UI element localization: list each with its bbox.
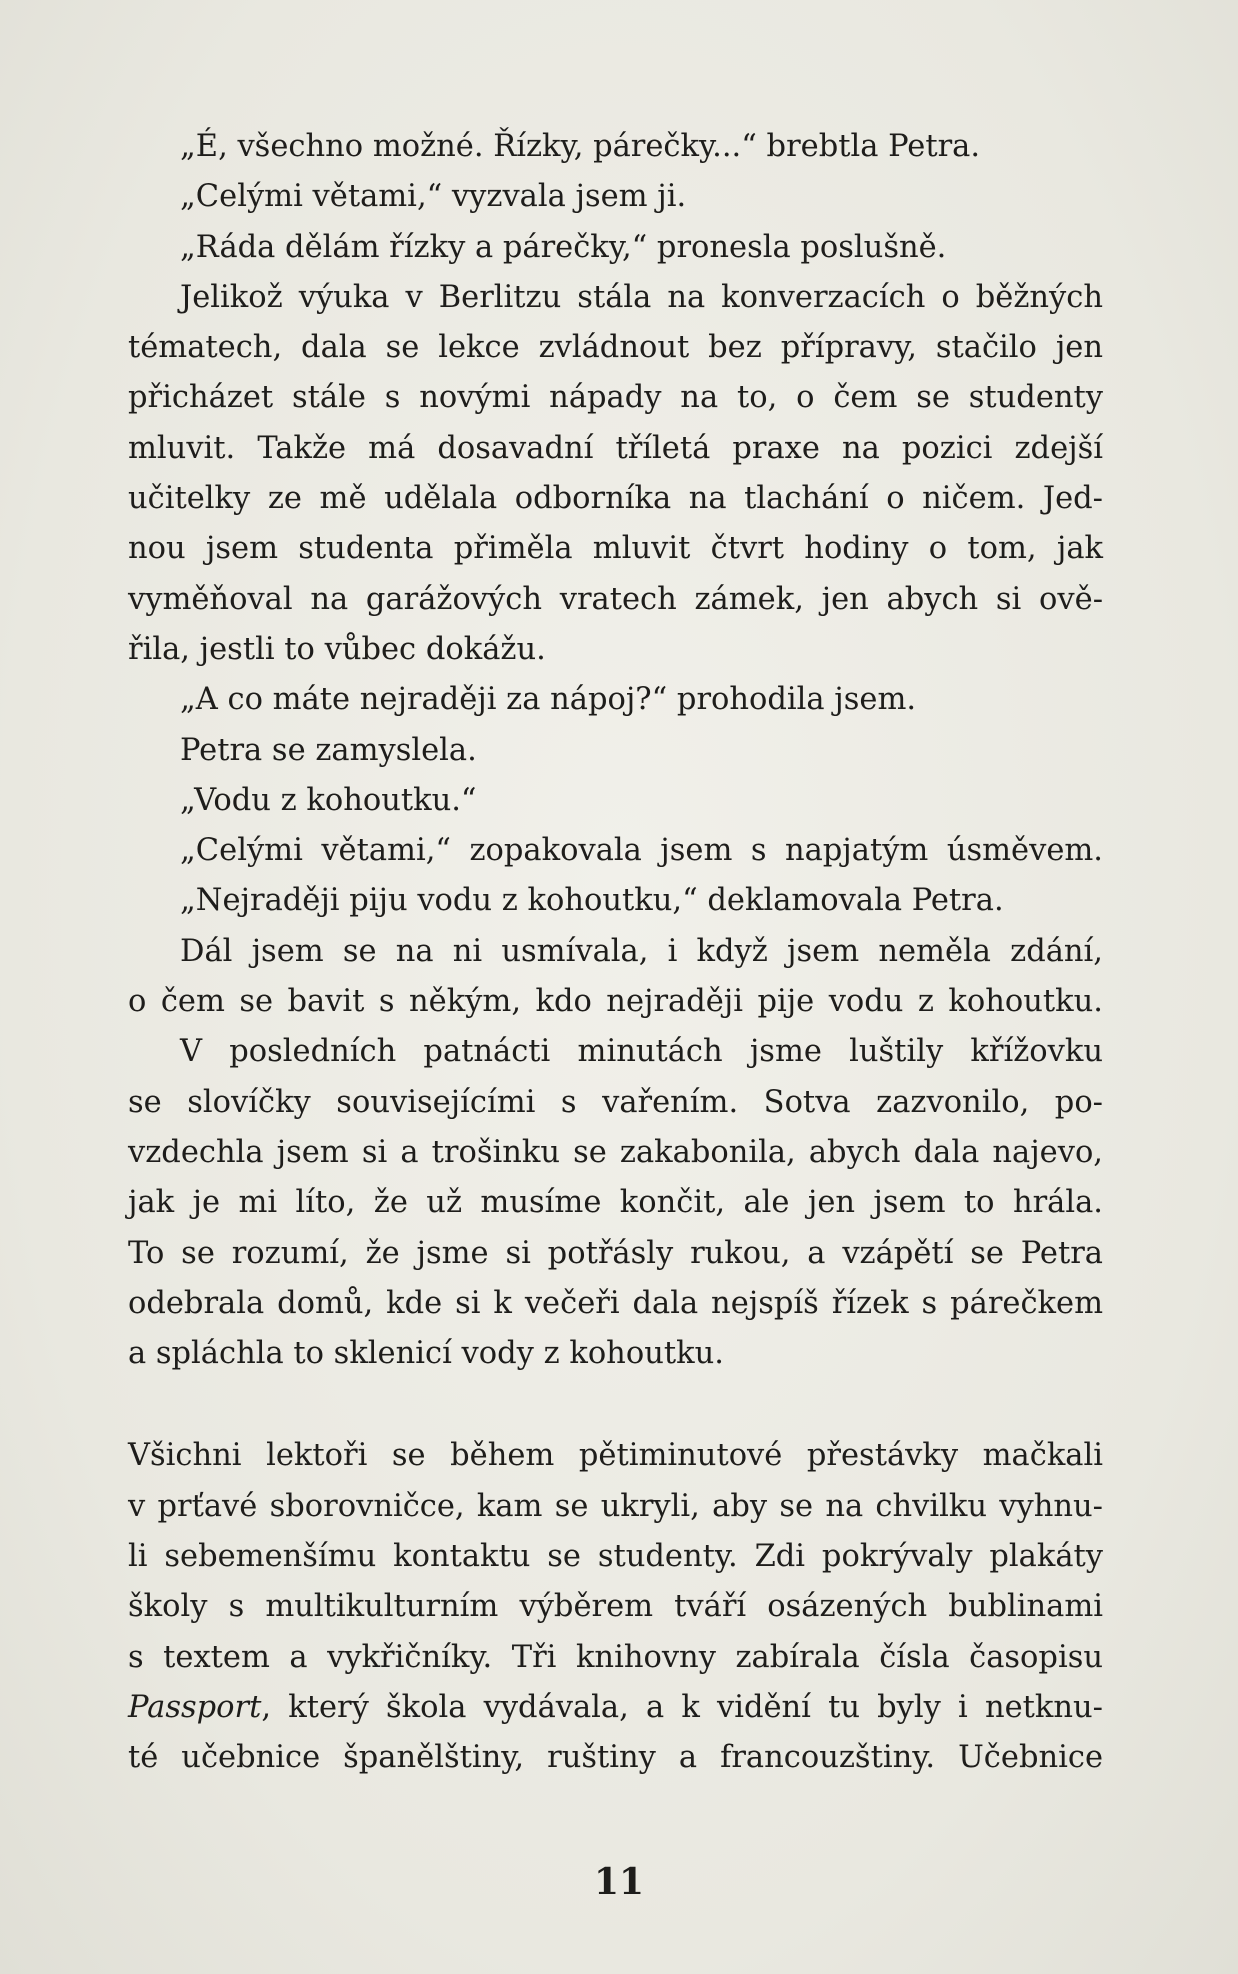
text-line: učitelky ze mě udělala odborníka na tlachání o ničem. Jed- [128,481,1103,517]
text-line: Jelikož výuka v Berlitzu stála na konverzacích o běžných [180,279,1103,315]
text-line: školy s multikulturním výběrem tváří osázených bublinami [128,1589,1103,1625]
text-line: „Ráda dělám řízky a párečky,“ pronesla poslušně. [180,229,947,265]
text-line: jak je mi líto, že už musíme končit, ale jen jsem to hrála. [128,1185,1103,1221]
text-line: té učebnice španělštiny, ruštiny a francouzštiny. Učebnice [128,1740,1103,1776]
text-line: „É, všechno možné. Řízky, párečky...“ brebtla Petra. [180,129,981,164]
text-line: V posledních patnácti minutách jsme luštily křížovku [180,1034,1103,1070]
text-line: Dál jsem se na ni usmívala, i když jsem neměla zdání, [180,933,1103,969]
text-line: Všichni lektoři se během pětiminutové přestávky mačkali [128,1438,1103,1474]
text-line: vyměňoval na garážových vratech zámek, jen abych si ově- [128,581,1103,617]
text-line: To se rozumí, že jsme si potřásly rukou, a vzápětí se Petra [128,1235,1103,1271]
text-line: se slovíčky souvisejícími s vařením. Sotva zazvonilo, po- [128,1084,1103,1120]
text-line: řila, jestli to vůbec dokážu. [128,631,546,667]
text-line-rest: , který škola vydávala, a k vidění tu byly i netknu- [261,1689,1103,1725]
page-number: 11 [593,1861,645,1903]
text-line: „Nejraději piju vodu z kohoutku,“ deklamovala Petra. [180,883,1004,919]
text-line: o čem se bavit s někým, kdo nejraději pije vodu z kohoutku. [128,984,1103,1020]
text-line: Petra se zamyslela. [180,732,477,768]
text-line: „Celými větami,“ zopakovala jsem s napjatým úsměvem. [180,833,1103,869]
text-line: v prťavé sborovničce, kam se ukryli, aby se na chvilku vyhnu- [128,1488,1103,1524]
section-break [128,1379,1103,1431]
text-line: nou jsem studenta přiměla mluvit čtvrt hodiny o tom, jak [128,531,1103,567]
magazine-title: Passport [128,1689,262,1725]
text-line: vzdechla jsem si a trošinku se zakabonila, abych dala najevo, [128,1134,1103,1170]
text-line: odebrala domů, kde si k večeři dala nejspíš řízek s párečkem [128,1285,1103,1321]
text-line: s textem a vykřičníky. Tři knihovny zabírala čísla časopisu [128,1639,1103,1675]
text-line: „Vodu z kohoutku.“ [180,782,477,818]
text-line: „A co máte nejraději za nápoj?“ prohodila jsem. [180,682,917,718]
text-line: mluvit. Takže má dosavadní tříletá praxe na pozici zdejší [128,430,1103,466]
body-text [128,122,1103,1784]
text-line: li sebemenšímu kontaktu se studenty. Zdi pokrývaly plakáty [128,1539,1103,1575]
text-line: přicházet stále s novými nápady na to, o čem se studenty [128,380,1103,416]
text-line [128,1683,1103,1733]
text-line: a spláchla to sklenicí vody z kohoutku. [128,1336,724,1372]
text-line: tématech, dala se lekce zvládnout bez přípravy, stačilo jen [128,330,1103,366]
text-line: „Celými větami,“ vyzvala jsem ji. [180,179,687,215]
